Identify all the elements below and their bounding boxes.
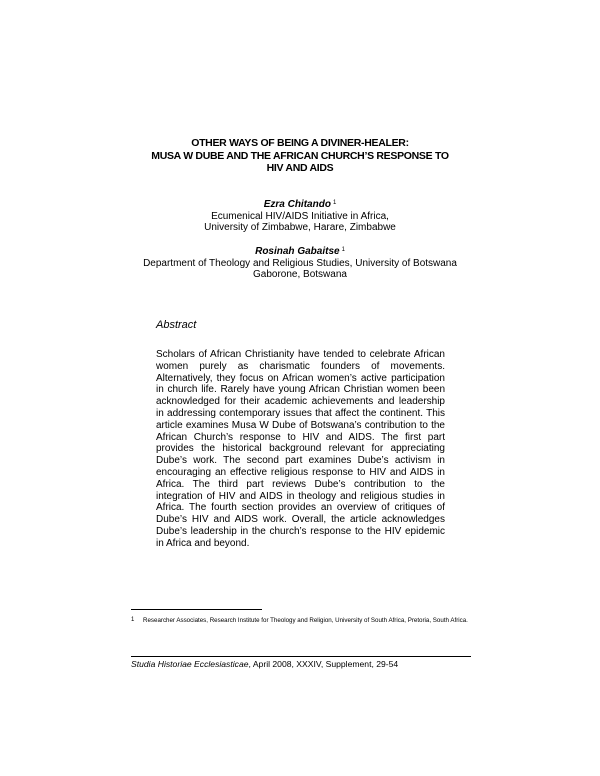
author-affiliation: Gaborone, Botswana (253, 269, 347, 280)
footnote-marker: 1 (332, 200, 337, 206)
paper-title (0, 137, 600, 175)
journal-name: Studia Historiae Ecclesiasticae (131, 659, 249, 669)
title-line-1: OTHER WAYS OF BEING A DIVINER-HEALER: (191, 137, 409, 149)
author-name: Rosinah Gabaitse (255, 246, 340, 257)
title-line-3: HIV AND AIDS (266, 162, 334, 174)
author-affiliation: Department of Theology and Religious Studies, University of Botswana (143, 257, 457, 269)
author-name: Ezra Chitando (263, 199, 331, 210)
author-block-2 (0, 246, 600, 281)
abstract-text: Scholars of African Christianity have tended to celebrate African women purely as charismatic founders of movements. Alternatively, they focus on African women’s active participation in church life. Rarely have young African Christian women been acknowledged for their academic achievements and leadership in addressing contemporary issues that affect the continent. This article examines Musa W Dube of Botswana’s contribution to the African Church’s response to HIV and AIDS. The first part provides the historical background relevant for appreciating Dube’s work. The second part examines Dube’s activism in encouraging an effective religious response to HIV and AIDS in Africa. The third part reviews Dube’s contribution to the integration of HIV and AIDS in theology and religious studies in Africa. The fourth section provides an overview of critiques of Dube’s HIV and AIDS work. Overall, the article acknowledges Dube’s leadership in the church’s response to the HIV epidemic in Africa and beyond. (156, 349, 445, 549)
abstract-heading: Abstract (156, 319, 197, 331)
author-affiliation: Ecumenical HIV/AIDS Initiative in Africa, (211, 210, 389, 222)
author-block-1 (0, 199, 600, 234)
footnote-number: 1 (131, 617, 135, 623)
author-affiliation: University of Zimbabwe, Harare, Zimbabwe (204, 222, 396, 233)
citation-divider (131, 656, 471, 657)
footnote-divider (131, 609, 262, 610)
title-line-2: MUSA W DUBE AND THE AFRICAN CHURCH’S RESPONSE TO (151, 149, 449, 162)
journal-citation (131, 659, 471, 669)
citation-details: , April 2008, XXXIV, Supplement, 29-54 (248, 659, 399, 669)
footnote-text: Researcher Associates, Research Institute for Theology and Religion, University of South Africa, Pretoria, South Africa. (143, 617, 468, 624)
footnote-marker: 1 (341, 247, 345, 253)
